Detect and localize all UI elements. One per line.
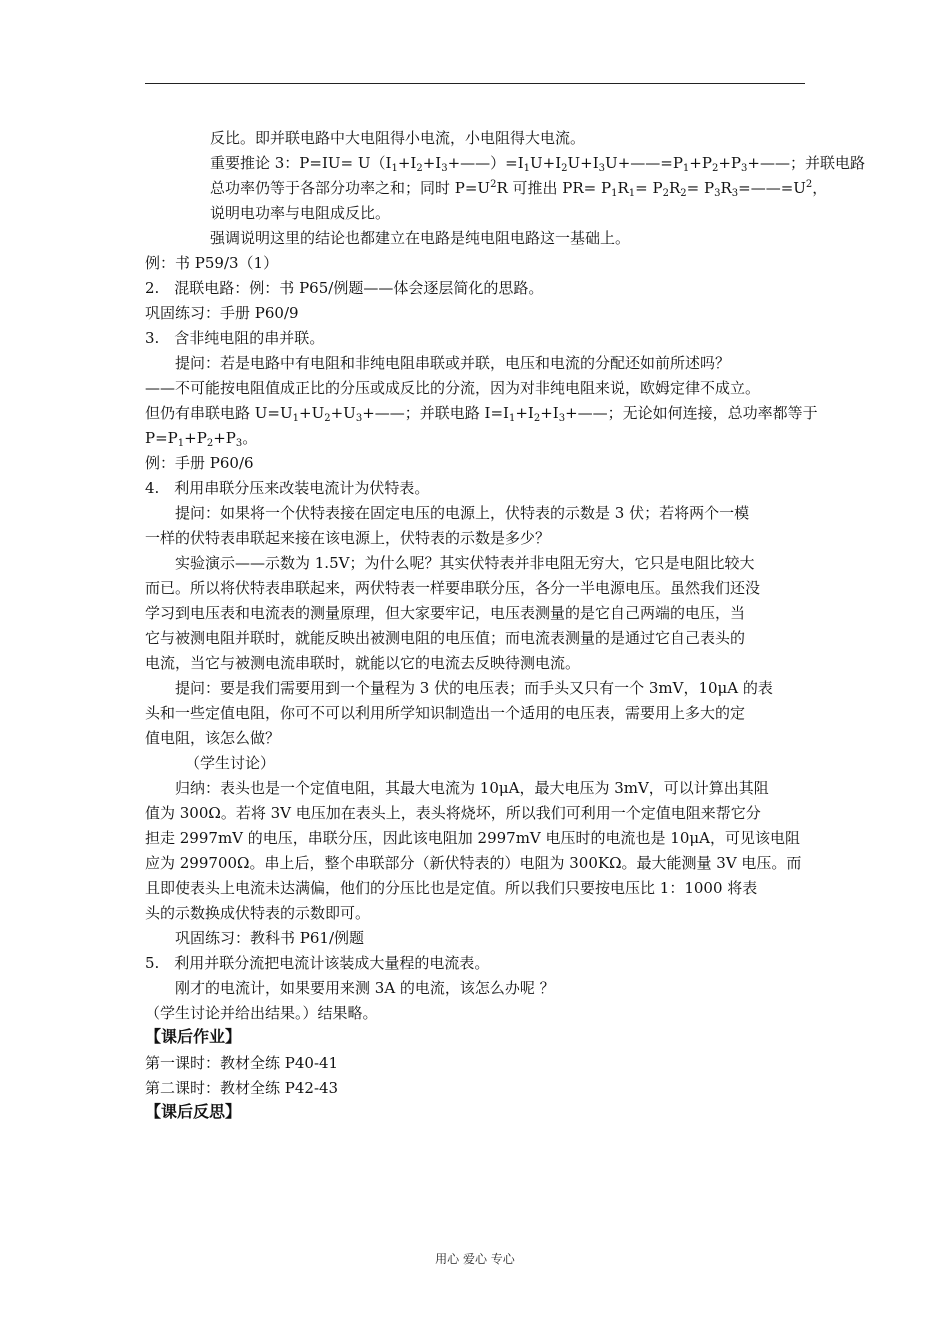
paragraph-line: 巩固练习：教科书 P61/例题 [175, 929, 365, 947]
page-footer: 用心 爱心 专心 [435, 1252, 515, 1266]
paragraph-line: 应为 299700Ω。串上后，整个串联部分（新伏特表的）电阻为 300KΩ。最大能测量 3V 电压。而 [145, 854, 802, 872]
paragraph-line: 巩固练习：手册 P60/9 [145, 304, 299, 322]
paragraph-line: 值为 300Ω。若将 3V 电压加在表头上，表头将烧坏，所以我们可利用一个定值电阻来帮它分 [145, 804, 761, 822]
paragraph-line: 实验演示——示数为 1.5V；为什么呢？其实伏特表并非电阻无穷大，它只是电阻比较大 [175, 554, 755, 572]
paragraph-line: 头和一些定值电阻，你可不可以利用所学知识制造出一个适用的电压表，需要用上多大的定 [145, 704, 746, 722]
paragraph-line: 刚才的电流计，如果要用来测 3A 的电流，该怎么办呢 ？ [175, 979, 555, 997]
paragraph-line: 担走 2997mV 的电压，串联分压，因此该电阻加 2997mV 电压时的电流也是 10μA，可见该电阻 [145, 829, 800, 847]
paragraph-line: 说明电功率与电阻成反比。 [210, 204, 391, 222]
section-heading: 【课后反思】 [145, 1102, 242, 1121]
formula-line: 但仍有串联电路 $U=U_1+U_2+U_3+——$；并联电路 $I=I_1+I_2+I_3+——$；无论如何连接，总功率都等于 [145, 404, 818, 424]
paragraph-line: 例：手册 P60/6 [145, 454, 254, 472]
header-rule [145, 83, 805, 84]
paragraph-line: 强调说明这里的结论也都建立在电路是纯电阻电路这一基础上。 [210, 229, 631, 247]
paragraph-line: 第一课时：教材全练 P40-41 [145, 1054, 339, 1072]
paragraph-line: 且即使表头上电流未达满偏，他们的分压比也是定值。所以我们只要按电压比 1：1000 将表 [145, 879, 758, 897]
paragraph-line: 电流，当它与被测电流串联时，就能以它的电流去反映待测电流。 [145, 654, 581, 672]
paragraph-line: 第二课时：教材全练 P42-43 [145, 1079, 339, 1097]
formula-line: 重要推论 3：$P=IU= U(I_1+I_2+I_3+——)=I_1U+I_2U+I_3U+——=P_1+P_2+P_3+——$；并联电路 [210, 154, 865, 174]
paragraph-line: 一样的伏特表串联起来接在该电源上，伏特表的示数是多少？ [145, 529, 551, 547]
formula-line: 总功率仍等于各部分功率之和；同时 $P=U^2R$ 可推出 $PR= P_1R_1= P_2R_2=$ $P_3R_3=——=U^2$， [210, 179, 828, 199]
section-item: 5. 利用并联分流把电流计该装成大量程的电流表。 [145, 954, 490, 972]
paragraph-line: 例：书 P59/3（1） [145, 254, 279, 272]
paragraph-line: 提问：若是电路中有电阻和非纯电阻串联或并联，电压和电流的分配还如前所述吗？ [175, 354, 731, 372]
section-item: 3. 含非纯电阻的串并联。 [145, 329, 325, 347]
paragraph-line: 归纳：表头也是一个定值电阻，其最大电流为 10μA，最大电压为 3mV，可以计算出其阻 [175, 779, 769, 797]
section-item: 2. 混联电路：例：书 P65/例题——体会逐层简化的思路。 [145, 279, 544, 297]
section-item: 4. 利用串联分压来改装电流计为伏特表。 [145, 479, 430, 497]
paragraph-line: 学习到电压表和电流表的测量原理，但大家要牢记，电压表测量的是它自己两端的电压，当 [145, 604, 746, 622]
paragraph-line: 提问：如果将一个伏特表接在固定电压的电源上，伏特表的示数是 3 伏；若将两个一模 [175, 504, 750, 522]
paragraph-line: 它与被测电阻并联时，就能反映出被测电阻的电压值；而电流表测量的是通过它自己表头的 [145, 629, 746, 647]
formula-line: $P=P_1+P_2+P_3$。 [145, 429, 258, 449]
paragraph-line: （学生讨论并给出结果。）结果略。 [145, 1004, 378, 1022]
paragraph-line: （学生讨论） [185, 754, 276, 772]
paragraph-line: 头的示数换成伏特表的示数即可。 [145, 904, 371, 922]
paragraph-line: ——不可能按电阻值成正比的分压或成反比的分流，因为对非纯电阻来说，欧姆定律不成立。 [145, 379, 761, 397]
paragraph-line: 值电阻，该怎么做？ [145, 729, 281, 747]
paragraph-line: 提问：要是我们需要用到一个量程为 3 伏的电压表；而手头又只有一个 3mV，10μA 的表 [175, 679, 773, 697]
section-heading: 【课后作业】 [145, 1027, 242, 1046]
paragraph-line: 反比。即并联电路中大电阻得小电流，小电阻得大电流。 [210, 129, 586, 147]
paragraph-line: 而已。所以将伏特表串联起来，两伏特表一样要串联分压，各分一半电源电压。虽然我们还没 [145, 579, 761, 597]
